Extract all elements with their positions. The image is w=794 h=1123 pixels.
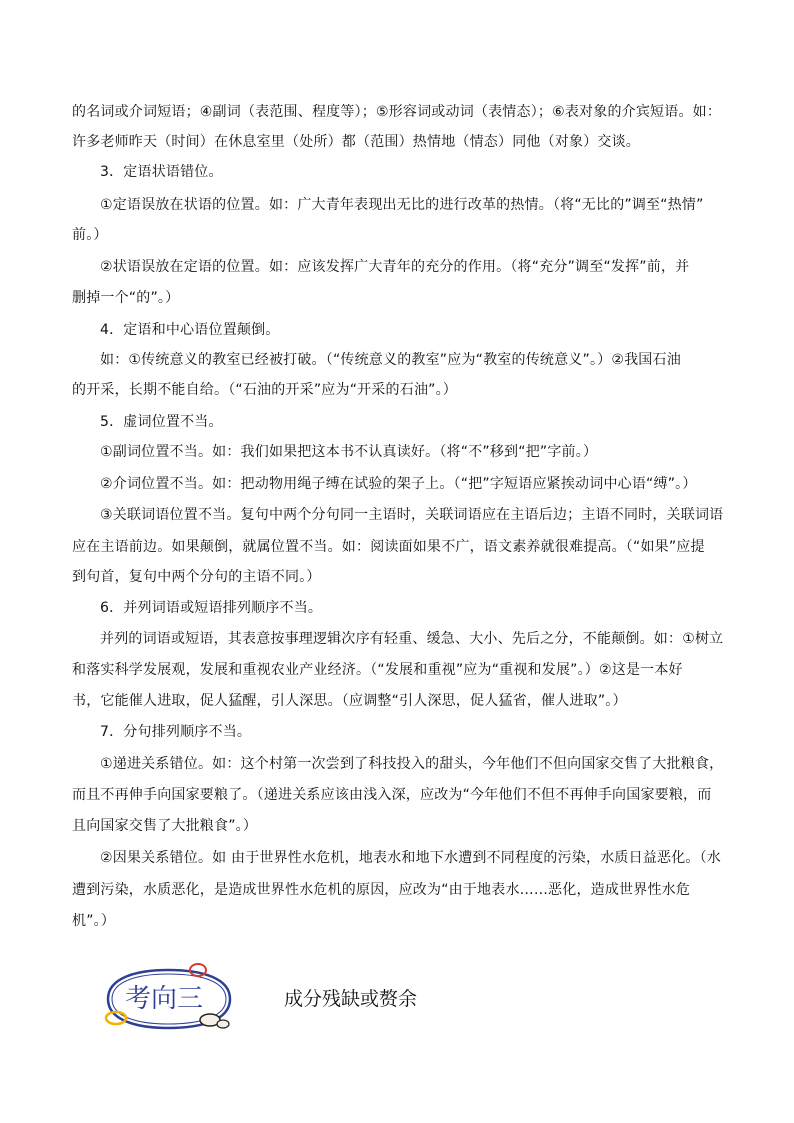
body-line-27: 机”。） [72,913,116,929]
body-line-16: 到句首，复句中两个分句的主语不同。） [72,569,321,585]
heading-5: 5．虚词位置不当。 [100,414,223,430]
body-line-15: 应在主语前边。如果颠倒，就属位置不当。如：阅读面如果不广，语文素养就很难提高。（“如果”应提 [72,539,705,555]
body-line-18: 并列的词语或短语，其表意按事理逻辑次序有轻重、缓急、大小、先后之分，不能颠倒。如：①树立 [100,631,724,647]
heading-4: 4．定语和中心语位置颠倒。 [100,322,280,338]
body-line-24: 且向国家交售了大批粮食”。） [72,818,258,834]
body-line-22: ①递进关系错位。如：这个村第一次尝到了科技投入的甜头，今年他们不但向国家交售了大批粮食， [100,756,724,772]
body-line-13: ②介词位置不当。如：把动物用绳子缚在试验的架子上。（“把”字短语应紧挨动词中心语“缚”。） [100,476,697,492]
body-line-19: 和落实科学发展观，发展和重视农业产业经济。（“发展和重视”应为“重视和发展”。）②这是一本好 [72,662,683,678]
heading-7: 7．分句排列顺序不当。 [100,724,252,740]
body-line-7: 删掉一个“的”。） [72,290,180,306]
body-line-2: 许多老师昨天（时间）在休息室里（处所）都（范围）热情地（情态）同他（对象）交谈。 [72,134,640,150]
section-badge [98,962,238,1036]
body-line-1: 的名词或介词短语；④副词（表范围、程度等）；⑤形容词或动词（表情态）；⑥表对象的介宾短语。如： [72,104,722,120]
heading-3: 3．定语状语错位。 [100,164,223,180]
body-line-26: 遭到污染，水质恶化，是造成世界性水危机的原因，应改为“由于地表水……恶化，造成世界性水危 [72,882,691,898]
body-line-12: ①副词位置不当。如：我们如果把这本书不认真读好。（将“不”移到“把”字前。） [100,444,598,460]
body-line-6: ②状语误放在定语的位置。如：应该发挥广大青年的充分的作用。（将“充分”调至“发挥”前，并 [100,259,690,275]
heading-6: 6．并列词语或短语排列顺序不当。 [100,600,323,616]
section-title: 成分残缺或赘余 [284,988,418,1010]
body-line-20: 书，它能催人进取，促人猛醒，引人深思。（应调整“引人深思，促人猛省，催人进取”。） [72,693,627,709]
stone-small-decoration [217,1020,229,1028]
body-line-23: 而且不再伸手向国家要粮了。（递进关系应该由浅入深，应改为“今年他们不但不再伸手向国家要粮，而 [72,787,712,803]
body-line-25: ②因果关系错位。如 由于世界性水危机，地表水和地下水遭到不同程度的污染，水质日益恶化。（水 [100,850,721,866]
body-line-5: 前。） [72,227,108,243]
body-line-10: 的开采，长期不能自给。（“石油的开采”应为“开采的石油”。） [72,382,458,398]
badge-text: 考向三 [124,984,204,1014]
body-line-14: ③关联词语位置不当。复句中两个分句同一主语时，关联词语应在主语后边；主语不同时，关联词语 [100,507,724,523]
body-line-4: ①定语误放在状语的位置。如：广大青年表现出无比的进行改革的热情。（将“无比的”调至“热情” [100,197,704,213]
body-line-9: 如：①传统意义的教室已经被打破。（“传统意义的教室”应为“教室的传统意义”。）②我国石油 [100,352,681,368]
